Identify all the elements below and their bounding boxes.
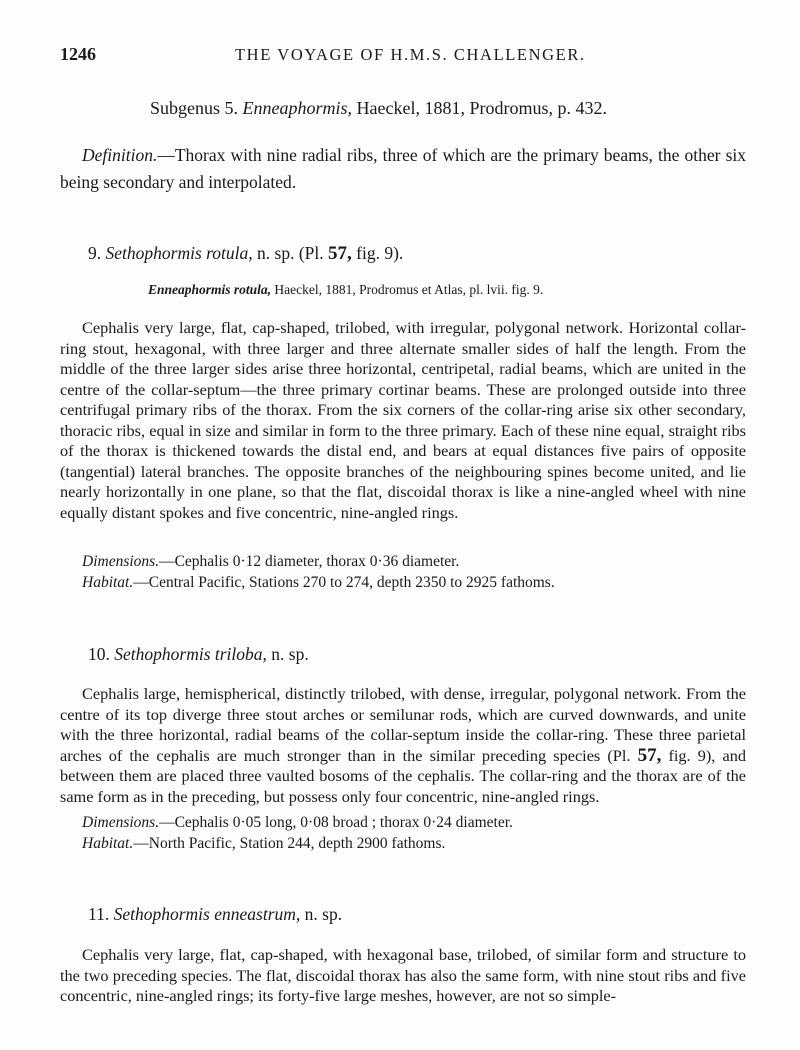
dimensions-value: —Cephalis 0·12 diameter, thorax 0·36 diameter. — [159, 553, 460, 570]
species-number: 9. — [88, 243, 102, 263]
synonym-citation: Haeckel, 1881, Prodromus et Atlas, pl. lvii. fig. 9. — [274, 282, 544, 297]
habitat-label: Habitat. — [82, 835, 134, 852]
description-species-9: Cephalis very large, flat, cap-shaped, trilobed, with irregular, polygonal network. Horizontal collar-ring stout, hexagonal, with three larger and three alternate smaller sides of half the length. From the middle of the three larger sides arise three horizontal, centripetal, radial beams, which are united in the centre of the collar-septum—the three primary cortinar beams. These are prolonged outside into three centrifugal primary ribs of the thorax. From the six corners of the collar-ring arise six other secondary, thoracic ribs, equal in size and similar in form to the three primary. Each of these nine equal, straight ribs of the thorax is thickened towards the distal end, and bears at equal distances five pairs of opposite (tangential) lateral branches. The opposite branches of the neighbouring spines become united, and lie nearly horizontally in one plane, so that the flat, discoidal thorax is like a nine-angled wheel with nine equally distant spokes and five concentric, nine-angled rings. — [60, 318, 746, 522]
synonym-line — [148, 282, 748, 298]
definition-paragraph — [60, 142, 746, 196]
habitat-line — [60, 833, 746, 854]
page-header — [60, 44, 746, 68]
species-name: Sethophormis triloba, — [114, 644, 267, 664]
species-heading-10 — [88, 644, 774, 665]
habitat-value: —North Pacific, Station 244, depth 2900 fathoms. — [133, 835, 446, 852]
species-heading-11 — [88, 904, 774, 925]
dimensions-line — [60, 551, 746, 572]
plate-reference: 57, — [637, 744, 662, 766]
subgenus-name: Enneaphormis, — [242, 98, 353, 118]
habitat-label: Habitat. — [82, 574, 134, 591]
species-heading-9 — [88, 243, 774, 265]
species-number: 10. — [88, 644, 110, 664]
dimensions-value: —Cephalis 0·05 long, 0·08 broad ; thorax 0·24 diameter. — [159, 814, 513, 831]
dimensions-label: Dimensions. — [82, 814, 160, 831]
dimensions-label: Dimensions. — [82, 553, 160, 570]
subgenus-heading — [150, 98, 750, 119]
running-head: THE VOYAGE OF H.M.S. CHALLENGER. — [235, 45, 586, 64]
species-number: 11. — [88, 904, 110, 924]
plate-number: 57, — [328, 243, 352, 264]
subgenus-prefix: Subgenus 5. — [150, 98, 239, 118]
subgenus-citation: Haeckel, 1881, Prodromus, p. 432. — [356, 98, 607, 118]
meta-species-10 — [60, 812, 746, 854]
figure-ref: fig. 9). — [356, 243, 404, 263]
species-status: n. sp. (Pl. — [257, 243, 324, 263]
habitat-line — [60, 572, 746, 593]
species-name: Sethophormis enneastrum, — [113, 904, 301, 924]
description-part-b: fig. 9), and between them are placed three vaulted bosoms of the cephalis. The collar-ring and the thorax are of the same form as in the preceding, but possess only four concentric, nine-angled rings. — [60, 745, 746, 806]
meta-species-9 — [60, 551, 746, 593]
habitat-value: —Central Pacific, Stations 270 to 274, depth 2350 to 2925 fathoms. — [133, 574, 555, 591]
description-part-a: Cephalis large, hemispherical, distinctly trilobed, with dense, irregular, polygonal network. From the centre of its top diverge three stout arches or semilunar rods, which are curved downwards, and unite with the three horizontal, radial beams of the collar-septum inside the collar-ring. These three parietal arches of the cephalis are much stronger than in the similar preceding species (Pl. — [60, 684, 746, 765]
description-species-10 — [60, 684, 746, 807]
species-status: n. sp. — [271, 644, 309, 664]
definition-label: Definition. — [82, 145, 158, 165]
description-species-11: Cephalis very large, flat, cap-shaped, with hexagonal base, trilobed, of similar form and structure to the two preceding species. The flat, discoidal thorax has also the same form, with nine stout ribs and five concentric, nine-angled rings; its forty-five large meshes, however, are not so simple- — [60, 945, 746, 1005]
species-status: n. sp. — [304, 904, 343, 924]
dimensions-line — [60, 812, 746, 833]
page-number: 1246 — [60, 44, 96, 64]
species-name: Sethophormis rotula, — [105, 243, 253, 263]
definition-text: —Thorax with nine radial ribs, three of which are the primary beams, the other six being secondary and interpolated. — [60, 145, 746, 192]
synonym-name: Enneaphormis rotula, — [148, 282, 272, 297]
